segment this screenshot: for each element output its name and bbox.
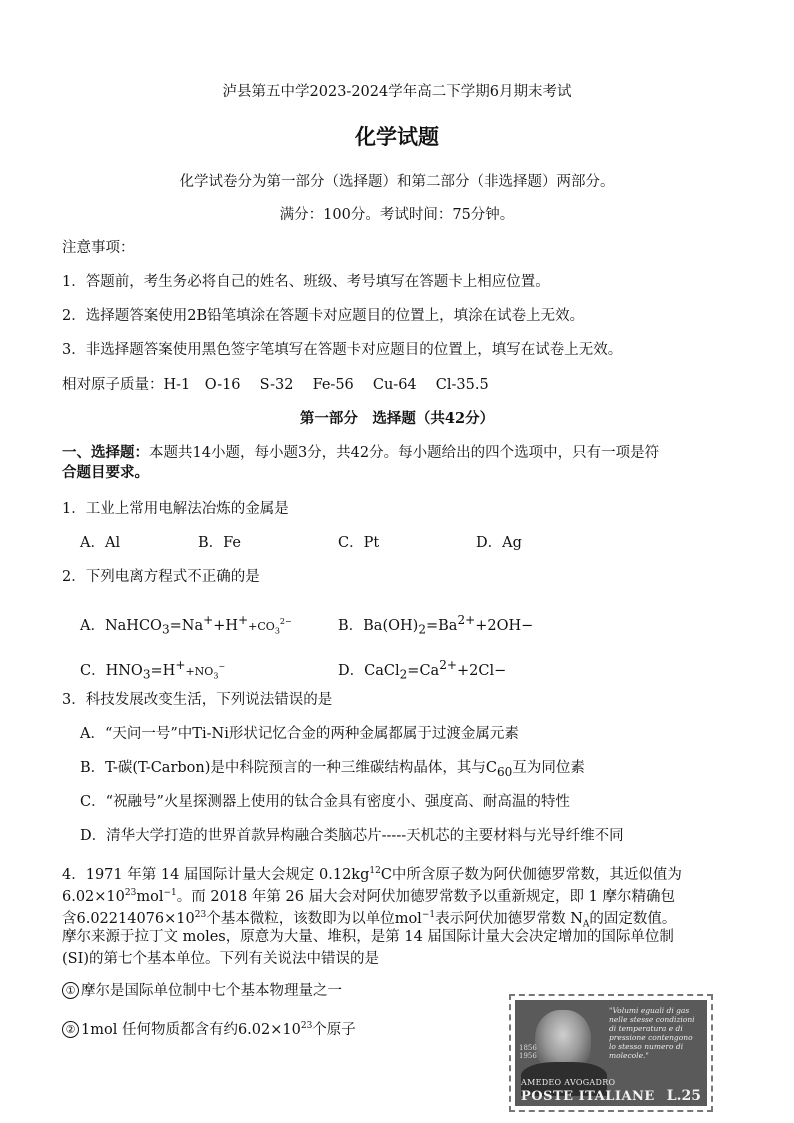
q2-option-d: D．$CaCl_2=Ca^{2+}+2Cl-$ [338,658,507,682]
question-1-stem: 1．工业上常用电解法冶炼的金属是 [62,501,289,517]
q2-option-b: B．$Ba(OH)_2=Ba^{2+}+2OH-$ [338,613,534,637]
q3-option-d: D．清华大学打造的世界首款异构融合类脑芯片-----天机芯的主要材料与光导纤维不同 [80,828,624,844]
question-3-stem: 3．科技发展改变生活，下列说法错误的是 [62,692,333,708]
stamp-picture [515,1000,707,1106]
atomic-mass-line: 相对原子质量：H-1 O-16 S-32 Fe-56 Cu-64 Cl-35.5 [62,377,489,393]
avogadro-stamp-image [509,994,713,1112]
question-4-line-5: (SI)的第七个基本单位。下列有关说法中错误的是 [62,951,379,967]
stamp-years: 1856 1956 [519,1044,537,1060]
instruction-text: 本题共14小题，每小题3分，共42分。每小题给出的四个选项中，只有一项是符 [149,445,660,461]
question-4-line-2: $6.02\times 10^{23}mol^{-1}$。而 2018 年第 26 届大会对阿伏加德罗常数予以重新规定，即 1 摩尔精确包 [62,888,675,905]
stamp-name: AMEDEO AVOGADRO [521,1078,616,1087]
instruction-continuation: 合题目要求。 [62,464,149,481]
q2-option-a: A．$NaHCO_3=Na^++H^++CO_3^{2-}$ [80,613,292,637]
note-item: 2．选择题答案使用2B铅笔填涂在答题卡对应题目的位置上，填涂在试卷上无效。 [62,308,585,324]
score-time: 满分：100分。考试时间：75分钟。 [279,207,515,223]
question-4-line-1: 4．1971 年第 14 届国际计量大会规定 $0.12kg^{12}C$中所含原子数为阿伏伽德罗常数，其近似值为 [62,866,682,883]
question-4-line-4: 摩尔来源于拉丁文 moles，原意为大量、堆积，是第 14 届国际计量大会决定增加的国际单位制 [62,929,674,945]
subject-title: 化学试题 [355,124,439,149]
q3-option-a: A．“天问一号”中Ti-Ni形状记忆合金的两种金属都属于过渡金属元素 [80,726,519,742]
q3-option-c: C．“祝融号”火星探测器上使用的钛合金具有密度小、强度高、耐高温的特性 [80,794,570,810]
question-2-stem: 2．下列电离方程式不正确的是 [62,569,260,585]
q1-option-d: D．Ag [476,535,522,551]
notes-heading: 注意事项： [62,240,135,256]
note-item: 3．非选择题答案使用黑色签字笔填写在答题卡对应题目的位置上，填写在试卷上无效。 [62,342,623,358]
section-instruction [62,443,659,463]
q1-option-b: B．Fe [198,535,242,551]
exam-intro: 化学试卷分为第一部分（选择题）和第二部分（非选择题）两部分。 [179,174,615,190]
stamp-brand: POSTE ITALIANE [521,1089,655,1104]
q1-option-c: C．Pt [338,535,380,551]
instruction-label: 一、选择题： [62,444,149,461]
circled-number-1: ① [62,982,79,999]
section-title: 第一部分 选择题（共42分） [299,410,495,427]
q1-option-a: A．Al [80,535,121,551]
stamp-value: L.25 [666,1088,701,1104]
q2-option-c: C．$HNO_3=H^++NO_3^-$ [80,658,226,682]
question-4-line-3: 含$6.02214076\times 10^{23}$个基本微粒，该数即为以单位mol$^{-1}$表示阿伏加德罗常数 $N_A$的固定数值。 [62,910,677,930]
q3-option-b: B．T-碳(T-Carbon)是中科院预言的一种三维碳结构晶体，其与$C_{60}$互为同位素 [80,760,585,779]
exam-title: 泸县第五中学2023-2024学年高二下学期6月期末考试 [222,84,572,100]
note-item: 1．答题前，考生务必将自己的姓名、班级、考号填写在答题卡上相应位置。 [62,274,550,290]
circled-number-2: ② [62,1021,79,1038]
stamp-quote: "Volumi eguali di gas nelle stesse condizioni di temperatura e di pressione contengono lo stesso numero di molecole." [609,1006,695,1060]
q4-statement-2: ② 1mol 任何物质都含有约$6.02\times 10^{23}$个原子 [62,1016,356,1040]
q4-statement-1: ① 摩尔是国际单位制中七个基本物理量之一 [62,981,342,1001]
